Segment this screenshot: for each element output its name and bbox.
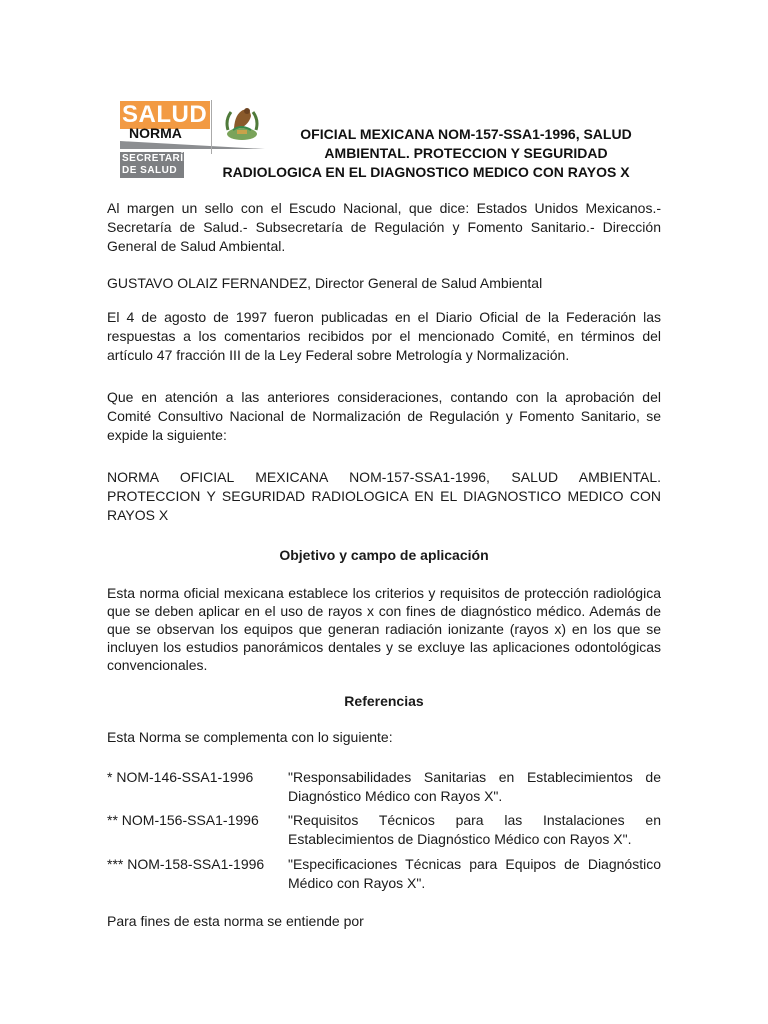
logo-secretaria-line2: DE SALUD [122,165,178,176]
paragraph-firmante: GUSTAVO OLAIZ FERNANDEZ, Director General de Salud Ambiental [107,275,543,291]
logo-secretaria-block [120,152,192,178]
paragraph-complementa: Esta Norma se complementa con lo siguiente: [107,729,393,745]
paragraph-norma-titulo: NORMA OFICIAL MEXICANA NOM-157-SSA1-1996, SALUD AMBIENTAL. PROTECCION Y SEGURIDAD RADIOLOGICA EN EL DIAGNOSTICO MEDICO CON RAYOS X [107,469,661,523]
paragraph-objetivo: Esta norma oficial mexicana establece los criterios y requisitos de protección radiológica que se deben aplicar en el uso de rayos x con fines de diagnóstico médico. Además de que se observan los equipos que generan radiación ionizante (rayos x) en los que se incluyen los estudios panorámicos dentales y se excluye las aplicaciones odontológicas convencionales. [107,585,661,673]
reference-description: "Especificaciones Técnicas para Equipos de Diagnóstico Médico con Rayos X". [288,856,661,891]
paragraph-publicacion: El 4 de agosto de 1997 fueron publicadas en el Diario Oficial de la Federación las respuestas a los comentarios recibidos por el mencionado Comité, en términos del artículo 47 fracción III de la Ley Federal sobre Metrología y Normalización. [107,309,661,363]
reference-code: ** NOM-156-SSA1-1996 [107,812,259,828]
heading-referencias: Referencias [344,693,424,709]
paragraph-para-fines: Para fines de esta norma se entiende por [107,913,364,929]
title-line-2: AMBIENTAL. PROTECCION Y SEGURIDAD [324,145,608,161]
heading-objetivo: Objetivo y campo de aplicación [279,547,489,563]
paragraph-margen: Al margen un sello con el Escudo Nacional, que dice: Estados Unidos Mexicanos.- Secretaría de Salud.- Subsecretaría de Regulación y Fomento Sanitario.- Dirección General de Salud Ambiental. [107,200,661,254]
title-line-3: RADIOLOGICA EN EL DIAGNOSTICO MEDICO CON RAYOS X [222,164,630,180]
reference-description: "Responsabilidades Sanitarias en Establecimientos de Diagnóstico Médico con Rayos X". [288,769,661,804]
reference-description: "Requisitos Técnicos para las Instalaciones en Establecimientos de Diagnóstico Médico con Rayos X". [288,812,661,847]
page-title [195,125,657,182]
reference-code: * NOM-146-SSA1-1996 [107,769,254,785]
logo-norma-text: NORMA [129,125,182,141]
reference-code: *** NOM-158-SSA1-1996 [107,856,265,872]
logo-brand-text: SALUD [122,101,208,128]
logo-secretaria-line1: SECRETARÍA [122,153,192,164]
title-line-1: OFICIAL MEXICANA NOM-157-SSA1-1996, SALUD [300,126,632,142]
paragraph-atencion: Que en atención a las anteriores consideraciones, contando con la aprobación del Comité Consultivo Nacional de Normalización de Regulación y Fomento Sanitario, se expide la siguiente: [107,389,661,443]
